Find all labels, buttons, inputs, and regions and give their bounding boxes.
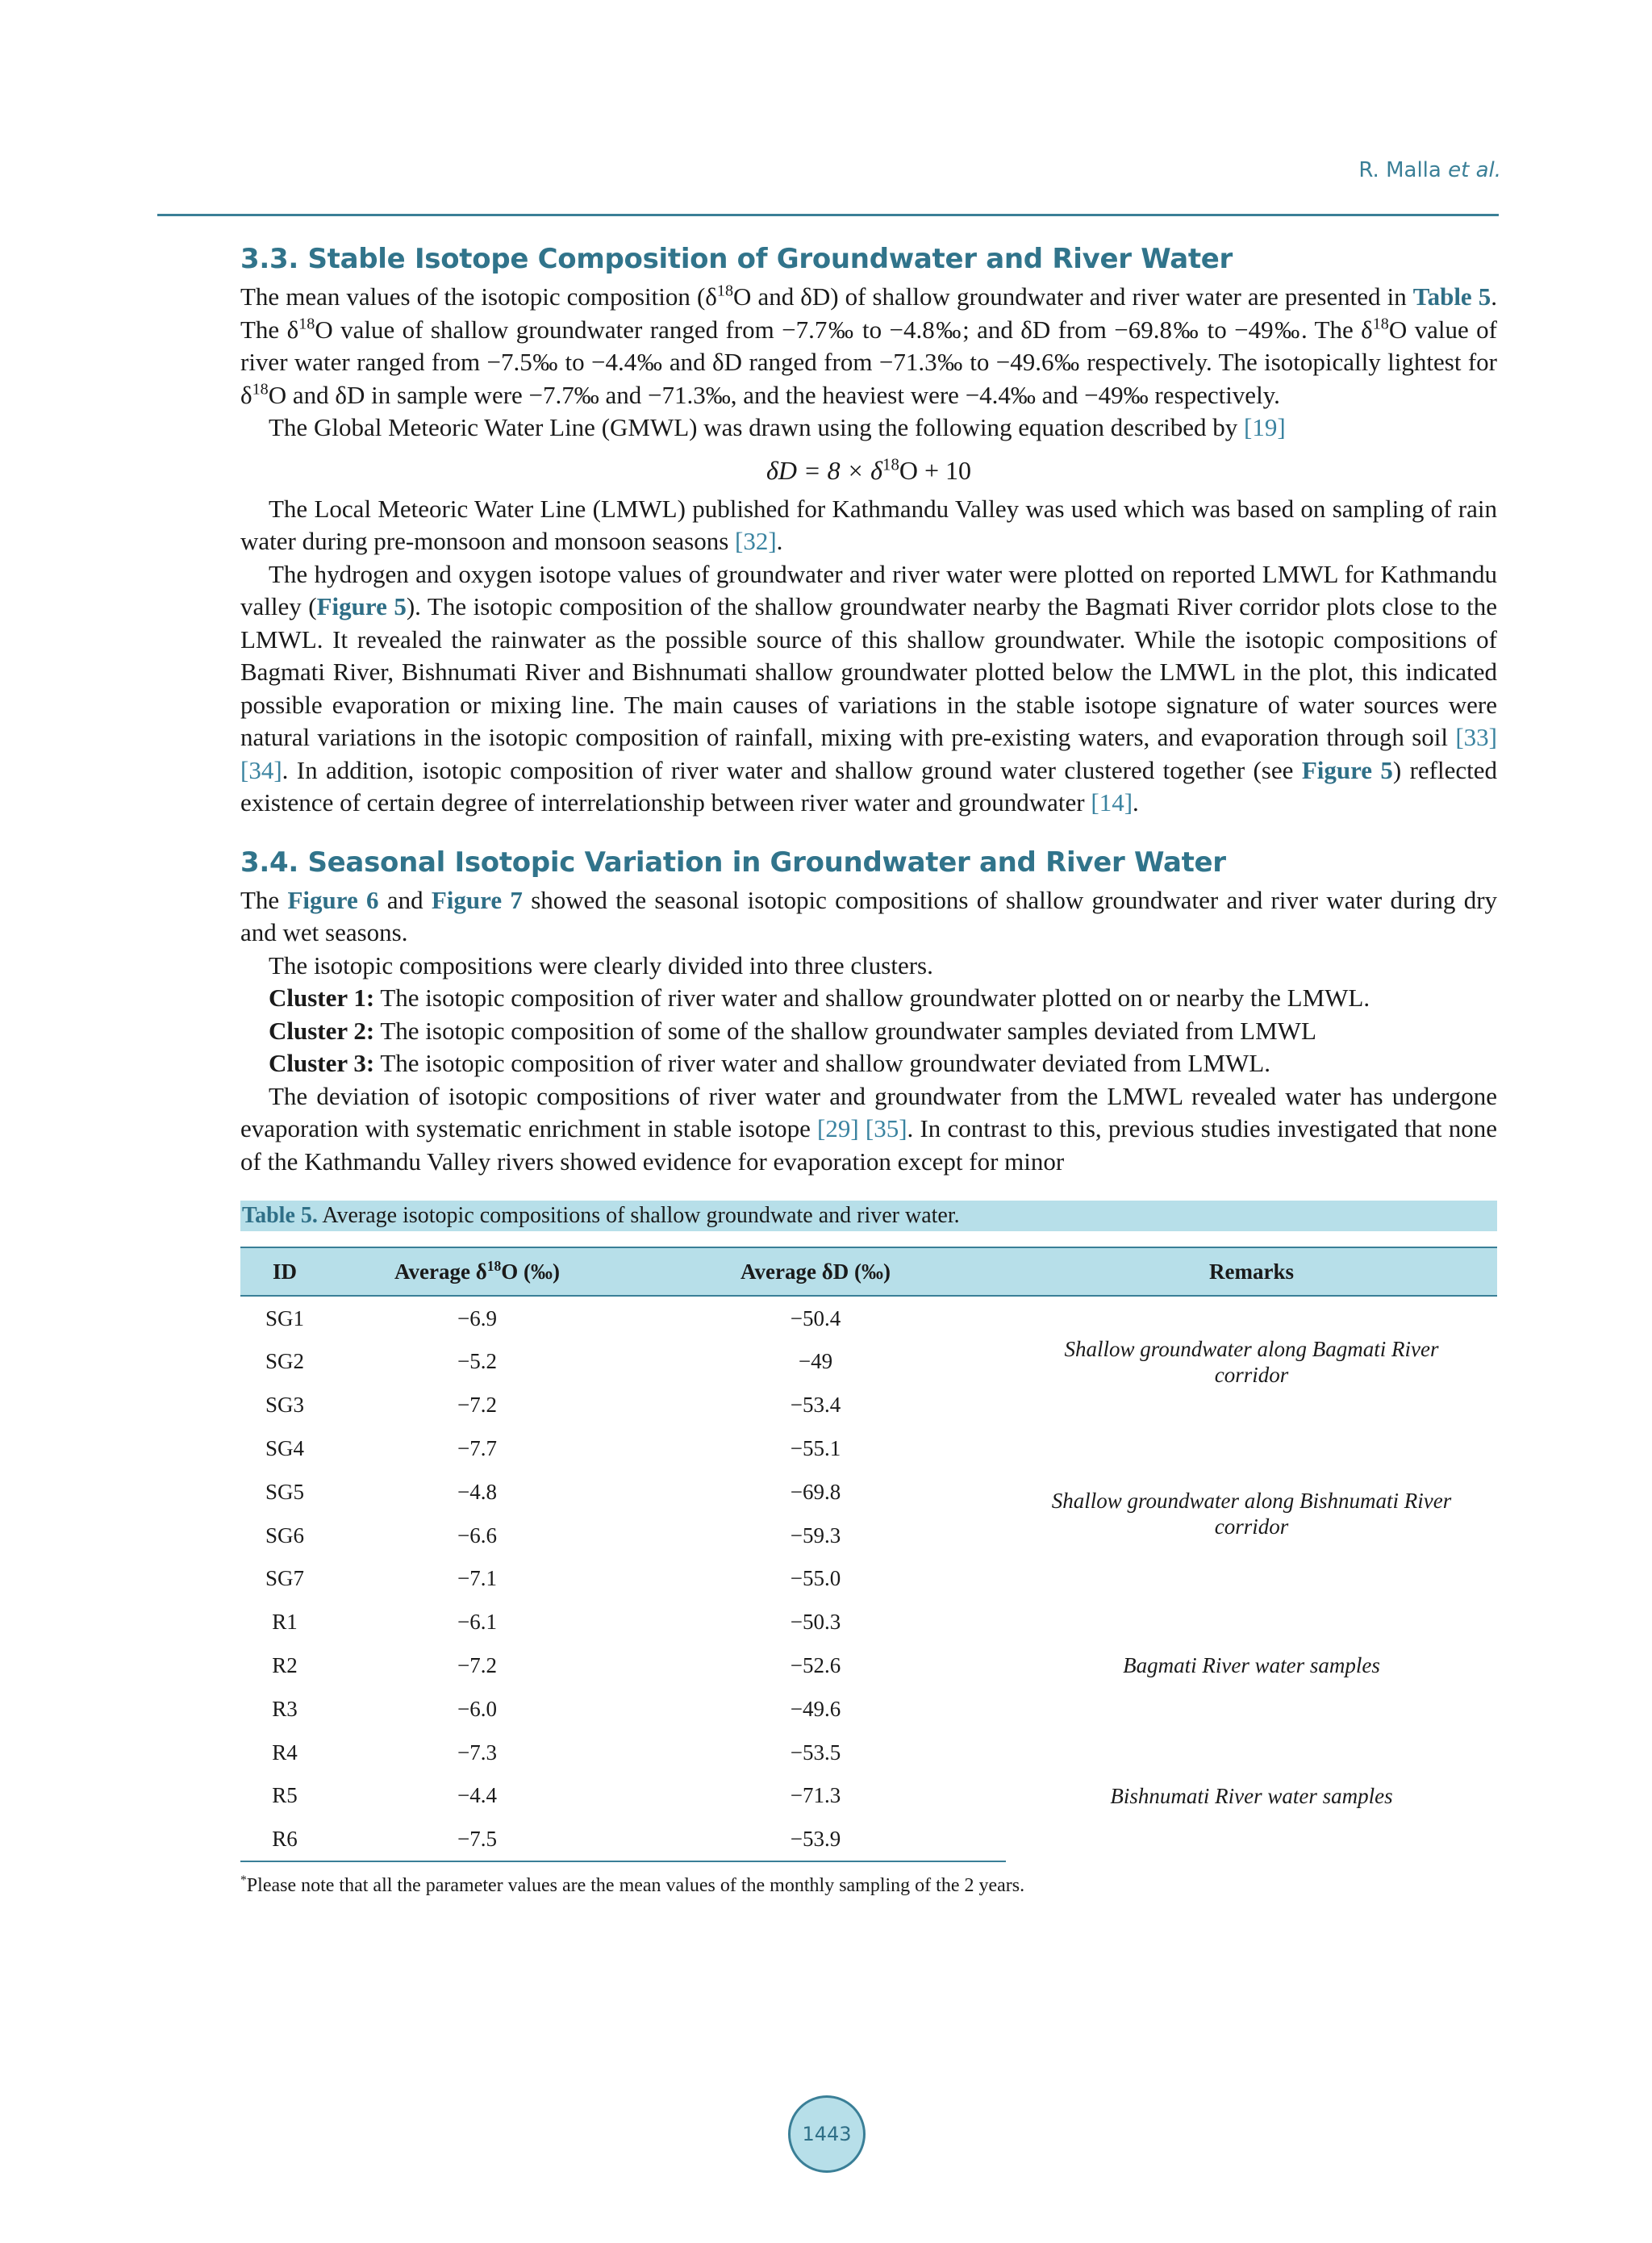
remark-bagmati-groundwater: Shallow groundwater along Bagmati River corridor [1064, 1336, 1439, 1387]
section-3-3-paragraph-4: The hydrogen and oxygen isotope values of groundwater and river water were plotted on reported LMWL for Kathmandu valley (Figure 5). The isotopic composition of the shallow groundwater nearby the Bagmati River corridor plots close to the LMWL. It revealed the rainwater as the possible source of this shallow groundwater. While the isotopic compositions of Bagmati River, Bishnumati River and Bishnumati shallow groundwater plotted below the LMWL in the plot, this indicated possible evaporation or mixing line. The main causes of variations in the stable isotope signature of water sources were natural variations in the isotopic composition of rainfall, mixing with pre-existing waters, and evaporation through soil [33] [34]. In addition, isotopic composition of river water and shallow ground water clustered together (see Figure 5) reflected existence of certain degree of interrelationship between river water and groundwater [14]. [240, 559, 1498, 817]
table-row: SG3 −7.2 −53.4 [265, 1393, 841, 1418]
table-5-caption: Table 5. Average isotopic compositions of shallow groundwate and river water. [240, 1201, 1497, 1231]
page-content [240, 232, 1497, 1898]
running-head-author: R. Malla [1358, 158, 1441, 182]
header-avg-o18: Average $\delta^{18}O$ (‰) [329, 1247, 625, 1296]
table-row: SG7 −7.1 −55.0 [265, 1566, 841, 1591]
citation-34-link[interactable]: [34] [240, 755, 282, 784]
table-row: R6 −7.5 −53.9 [240, 1818, 1497, 1862]
table-header-row [240, 1247, 1497, 1296]
table-row: R3 −6.0 −49.6 [272, 1696, 841, 1721]
table-row: SG4 −7.7 −55.1 Shallow groundwater along Bishnumati River corridor [240, 1426, 1497, 1470]
page-number: 1443 [788, 2095, 866, 2173]
citation-35-link[interactable]: [35] [865, 1114, 907, 1142]
header-id: ID [240, 1247, 329, 1296]
section-3-3-heading: 3.3. Stable Isotope Composition of Groundwater and River Water [240, 243, 1233, 275]
remark-bishnumati-river: Bishnumati River water samples [1110, 1784, 1393, 1809]
header-rule [157, 214, 1499, 216]
figure-6-link[interactable]: Figure 6 [287, 885, 379, 914]
table-row: R2 −7.2 −52.6 [272, 1653, 841, 1678]
table-row: R5 −4.4 −71.3 [272, 1783, 841, 1808]
cluster-1-item: Cluster 1: The isotopic composition of river water and shallow groundwater plotted on or nearby the LMWL. [269, 984, 1370, 1012]
figure-7-link[interactable]: Figure 7 [431, 885, 523, 914]
section-3-3-paragraph-3: The Local Meteoric Water Line (LMWL) published for Kathmandu Valley was used which was based on sampling of rain water during pre-monsoon and monsoon seasons [32]. [240, 494, 1497, 555]
section-3-4-paragraph-3: The deviation of isotopic compositions of river water and groundwater from the LMWL revealed water has undergone evaporation with systematic enrichment in stable isotope [29] [35]. In contrast to this, previous studies investigated that none of the Kathmandu Valley rivers showed evidence for evaporation except for minor [240, 1081, 1497, 1176]
section-3-3-paragraph-2: The Global Meteoric Water Line (GMWL) was drawn using the following equation described by [19] [269, 413, 1286, 441]
citation-33-link[interactable]: [33] [1455, 723, 1497, 751]
citation-19-link[interactable]: [19] [1244, 413, 1286, 441]
table-5 [240, 1247, 1497, 1862]
table-row: SG5 −4.8 −69.8 [265, 1479, 841, 1504]
cluster-3-item: Cluster 3: The isotopic composition of river water and shallow groundwater deviated from LMWL. [269, 1049, 1270, 1077]
running-head-etal: et al. [1448, 158, 1501, 182]
table-row: SG6 −6.6 −59.3 [265, 1522, 841, 1548]
header-avg-d: Average δD (‰) [625, 1247, 1006, 1296]
citation-14-link[interactable]: [14] [1091, 788, 1133, 817]
table-5-footnote: *Please note that all the parameter values are the mean values of the monthly sampling of the 2 years. [240, 1873, 1025, 1897]
table-5-link[interactable]: Table 5 [1412, 282, 1491, 311]
table-row: R4 −7.3 −53.5 Bishnumati River water samples [240, 1731, 1497, 1774]
remark-bagmati-river: Bagmati River water samples [1123, 1653, 1380, 1678]
running-head [1358, 158, 1501, 182]
remark-bishnumati-groundwater: Shallow groundwater along Bishnumati River corridor [1051, 1488, 1452, 1539]
citation-29-link[interactable]: [29] [817, 1114, 859, 1142]
cluster-2-item: Cluster 2: The isotopic composition of some of the shallow groundwater samples deviated from LMWL [269, 1016, 1316, 1045]
section-3-3-paragraph-1: The mean values of the isotopic composition ($\delta^{18}O$ and δD) of shallow groundwater and river water are presented in Table 5. The $\delta^{18}O$ value of shallow groundwater ranged from −7.7‰ to −4.8‰; and δD from −69.8‰ to −49‰. The $\delta^{18}O$ value of river water ranged from −7.5‰ to −4.4‰ and δD ranged from −71.3‰ to −49.6‰ respectively. The isotopically lightest for $\delta^{18}O$ and δD in sample were −7.7‰ and −71.3‰, and the heaviest were −4.4‰ and −49‰ respectively. [240, 282, 1498, 409]
section-3-4-paragraph-1: The Figure 6 and Figure 7 showed the seasonal isotopic compositions of shallow groundwater and river water during dry and wet seasons. [240, 885, 1498, 946]
citation-32-link[interactable]: [32] [735, 527, 777, 555]
header-remarks: Remarks [1006, 1247, 1497, 1296]
figure-5-link-2[interactable]: Figure 5 [1301, 755, 1393, 784]
table-row: R1 −6.1 −50.3 Bagmati River water samples [240, 1601, 1497, 1644]
section-3-4-paragraph-2: The isotopic compositions were clearly divided into three clusters. [269, 950, 933, 979]
section-3-4-heading: 3.4. Seasonal Isotopic Variation in Groundwater and River Water [240, 846, 1226, 879]
table-row: SG2 −5.2 −49 [265, 1349, 833, 1374]
table-row: SG1 −6.9 −50.4 Shallow groundwater along Bagmati River corridor [240, 1296, 1497, 1340]
gmwl-equation: $\delta D = 8 \times \delta^{18}O + 10$ [766, 454, 971, 485]
figure-5-link[interactable]: Figure 5 [316, 592, 407, 620]
